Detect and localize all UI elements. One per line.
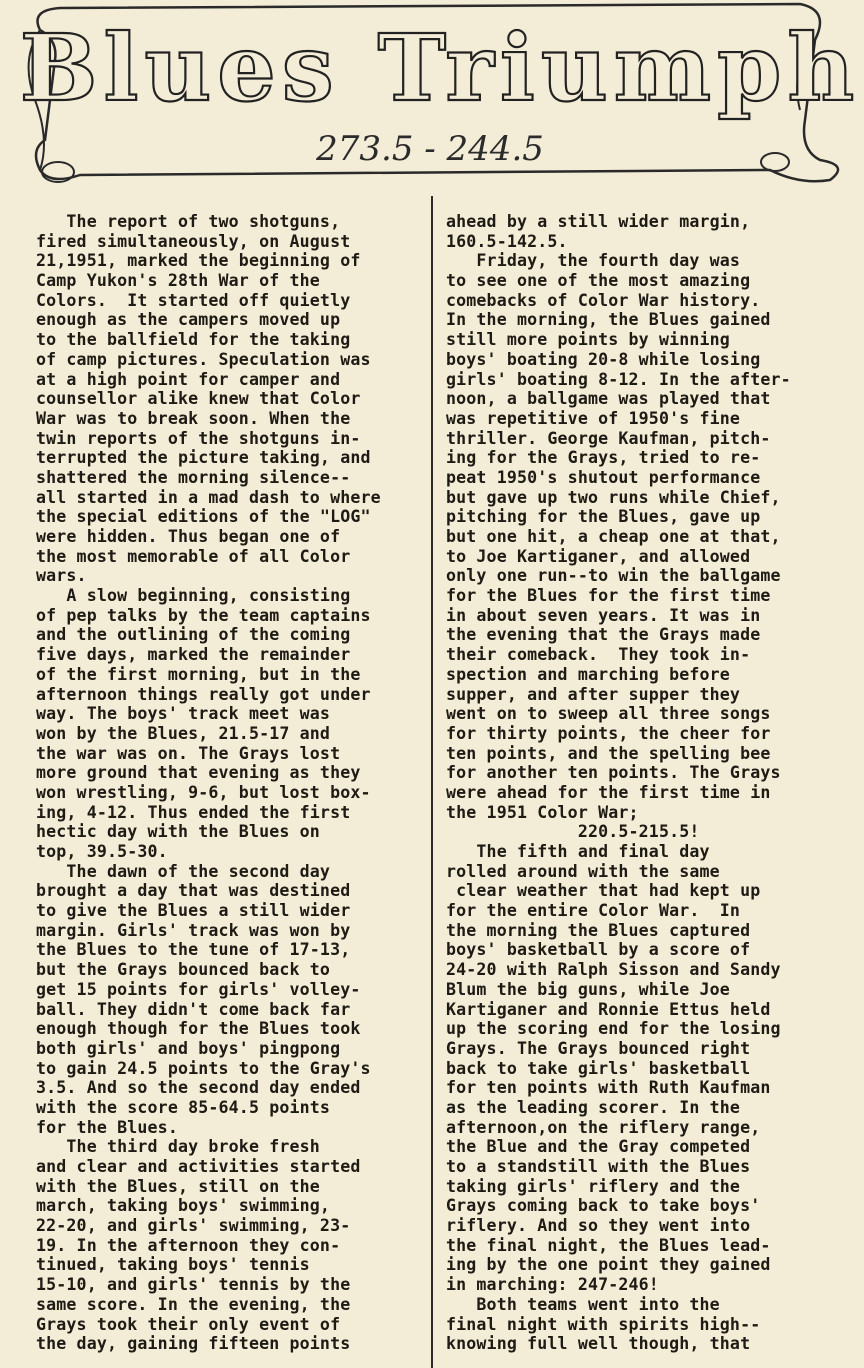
- article-line: tinued, taking boys' tennis: [36, 1255, 310, 1275]
- article-line: girls' boating 8-12. In the after-: [446, 369, 791, 389]
- article-line: the Blue and the Gray competed: [446, 1137, 751, 1157]
- article-line: was repetitive of 1950's fine: [446, 408, 741, 428]
- article-line: enough as the campers moved up: [36, 310, 341, 330]
- article-line: to a standstill with the Blues: [446, 1157, 751, 1176]
- article-line: in marching: 247-246!: [446, 1275, 659, 1295]
- article-line: to the ballfield for the taking: [36, 330, 351, 350]
- article-line: back to take girls' basketball: [446, 1058, 751, 1078]
- article-line: of camp pictures. Speculation was: [36, 349, 371, 369]
- article-line: riflery. And so they went into: [446, 1216, 751, 1236]
- article-line: the Blues to the tune of 17-13,: [36, 940, 351, 960]
- article-line: the 1951 Color War;: [446, 802, 639, 822]
- article-line: to Joe Kartiganer, and allowed: [446, 546, 751, 566]
- article-line: enough though for the Blues took: [36, 1019, 361, 1039]
- article-line: were ahead for the first time in: [446, 782, 771, 802]
- article-line: the war was on. The Grays lost: [36, 743, 341, 763]
- article-line: of the first morning, but in the: [36, 664, 361, 684]
- article-line: twin reports of the shotguns in-: [36, 428, 361, 448]
- article-line: but the Grays bounced back to: [36, 960, 331, 980]
- article-line: for ten points with Ruth Kaufman: [446, 1078, 771, 1098]
- article-line: hectic day with the Blues on: [36, 822, 320, 842]
- article-line: same score. In the evening, the: [36, 1294, 351, 1314]
- article-line: up the scoring end for the losing: [446, 1019, 781, 1039]
- article-line: margin. Girls' track was won by: [36, 920, 351, 940]
- article-line: Both teams went into the: [446, 1294, 720, 1314]
- article-line: Grays. The Grays bounced right: [446, 1038, 751, 1058]
- article-line: pitching for the Blues, gave up: [446, 507, 761, 527]
- article-line: rolled around with the same: [446, 861, 720, 881]
- article-line: the day, gaining fifteen points: [36, 1334, 351, 1354]
- article-line: more ground that evening as they: [36, 763, 361, 783]
- article-line: fired simultaneously, on August: [36, 231, 351, 251]
- article-line: final night with spirits high--: [446, 1314, 761, 1334]
- article-line: for thirty points, the cheer for: [446, 723, 771, 743]
- article-line: the evening that the Grays made: [446, 625, 761, 645]
- article-line: five days, marked the remainder: [36, 645, 351, 665]
- article-line: to gain 24.5 points to the Gray's: [36, 1058, 371, 1078]
- article-line: Friday, the fourth day was: [446, 251, 741, 271]
- article-line: Kartiganer and Ronnie Ettus held: [446, 999, 771, 1019]
- article-line: and clear and activities started: [36, 1157, 361, 1176]
- article-line: knowing full well though, that: [446, 1334, 751, 1354]
- article-line: The dawn of the second day: [36, 861, 331, 881]
- article-line: in about seven years. It was in: [446, 605, 761, 625]
- final-score: 273.5 - 244.5: [316, 129, 544, 169]
- article-line: won by the Blues, 21.5-17 and: [36, 723, 331, 743]
- article-line: 19. In the afternoon they con-: [36, 1235, 341, 1255]
- article-line: 21,1951, marked the beginning of: [36, 251, 361, 271]
- article-line: their comeback. They took in-: [446, 645, 751, 665]
- column-divider: [431, 196, 433, 1368]
- article-line: for the entire Color War. In: [446, 901, 741, 921]
- article-line: peat 1950's shutout performance: [446, 467, 761, 487]
- article-line: for the Blues.: [36, 1117, 178, 1137]
- article-line: wars.: [36, 566, 87, 586]
- article-line: at a high point for camper and: [36, 369, 341, 389]
- article-line: the most memorable of all Color: [36, 546, 351, 566]
- article-line: way. The boys' track meet was: [36, 704, 331, 724]
- article-line: the final night, the Blues lead-: [446, 1235, 771, 1255]
- article-line: 24-20 with Ralph Sisson and Sandy: [446, 960, 781, 980]
- article-line: terrupted the picture taking, and: [36, 448, 371, 468]
- article-line: brought a day that was destined: [36, 881, 351, 901]
- article-line: for the Blues for the first time: [446, 586, 771, 606]
- article-right-column: [446, 212, 856, 1354]
- article-line: boys' boating 20-8 while losing: [446, 349, 761, 369]
- article-line: ahead by a still wider margin,: [446, 212, 751, 231]
- article-left-column: [36, 212, 426, 1354]
- article-line: In the morning, the Blues gained: [446, 310, 771, 330]
- article-line: all started in a mad dash to where: [36, 487, 381, 507]
- article-line: were hidden. Thus began one of: [36, 527, 341, 546]
- article-line: ten points, and the spelling bee: [446, 743, 771, 763]
- article-line: Colors. It started off quietly: [36, 290, 351, 310]
- article-line: of pep talks by the team captains: [36, 605, 371, 625]
- article-line: afternoon,on the riflery range,: [446, 1117, 761, 1137]
- article-line: spection and marching before: [446, 664, 730, 684]
- article-line: taking girls' riflery and the: [446, 1176, 741, 1196]
- article-line: for another ten points. The Grays: [446, 763, 781, 783]
- article-line: only one run--to win the ballgame: [446, 566, 781, 586]
- article-line: ball. They didn't come back far: [36, 999, 351, 1019]
- article-line: went on to sweep all three songs: [446, 704, 771, 724]
- article-line: ing by the one point they gained: [446, 1255, 771, 1275]
- article-line: The fifth and final day: [446, 842, 710, 861]
- article-line: 15-10, and girls' tennis by the: [36, 1275, 351, 1295]
- article-line: thriller. George Kaufman, pitch-: [446, 428, 771, 448]
- article-line: Grays coming back to take boys': [446, 1196, 761, 1216]
- article-line: ing, 4-12. Thus ended the first: [36, 802, 351, 822]
- article-line: noon, a ballgame was played that: [446, 389, 771, 409]
- article-line: A slow beginning, consisting: [36, 586, 351, 606]
- scroll-banner-drawing: [0, 0, 864, 200]
- headline-title: Blues Triumph: [19, 14, 861, 122]
- article-line: 3.5. And so the second day ended: [36, 1078, 361, 1098]
- article-line: still more points by winning: [446, 330, 730, 350]
- article-line: 220.5-215.5!: [446, 822, 700, 842]
- article-line: Grays took their only event of: [36, 1314, 341, 1334]
- article-line: shattered the morning silence--: [36, 467, 351, 487]
- article-line: with the score 85-64.5 points: [36, 1097, 331, 1117]
- article-line: clear weather that had kept up: [446, 881, 761, 901]
- article-line: both girls' and boys' pingpong: [36, 1038, 341, 1058]
- article-line: 22-20, and girls' swimming, 23-: [36, 1216, 351, 1236]
- article-line: afternoon things really got under: [36, 684, 371, 704]
- article-line: but gave up two runs while Chief,: [446, 487, 781, 507]
- article-line: Camp Yukon's 28th War of the: [36, 271, 320, 291]
- article-line: march, taking boys' swimming,: [36, 1196, 331, 1216]
- article-line: to see one of the most amazing: [446, 271, 751, 291]
- article-line: 160.5-142.5.: [446, 231, 568, 251]
- article-line: to give the Blues a still wider: [36, 901, 351, 921]
- article-line: the special editions of the "LOG": [36, 507, 371, 527]
- article-line: top, 39.5-30.: [36, 842, 168, 861]
- article-line: get 15 points for girls' volley-: [36, 979, 361, 999]
- article-line: War was to break soon. When the: [36, 408, 351, 428]
- article-line: ing for the Grays, tried to re-: [446, 448, 761, 468]
- article-line: won wrestling, 9-6, but lost box-: [36, 782, 371, 802]
- article-line: The third day broke fresh: [36, 1137, 320, 1157]
- article-line: but one hit, a cheap one at that,: [446, 527, 781, 546]
- article-line: Blum the big guns, while Joe: [446, 979, 730, 999]
- article-line: comebacks of Color War history.: [446, 290, 761, 310]
- article-line: counsellor alike knew that Color: [36, 389, 361, 409]
- article-line: The report of two shotguns,: [36, 212, 341, 231]
- article-line: with the Blues, still on the: [36, 1176, 320, 1196]
- article-line: as the leading scorer. In the: [446, 1097, 741, 1117]
- article-line: supper, and after supper they: [446, 684, 741, 704]
- article-line: boys' basketball by a score of: [446, 940, 751, 960]
- article-line: the morning the Blues captured: [446, 920, 751, 940]
- headline-banner: [0, 0, 864, 200]
- article-line: and the outlining of the coming: [36, 625, 351, 645]
